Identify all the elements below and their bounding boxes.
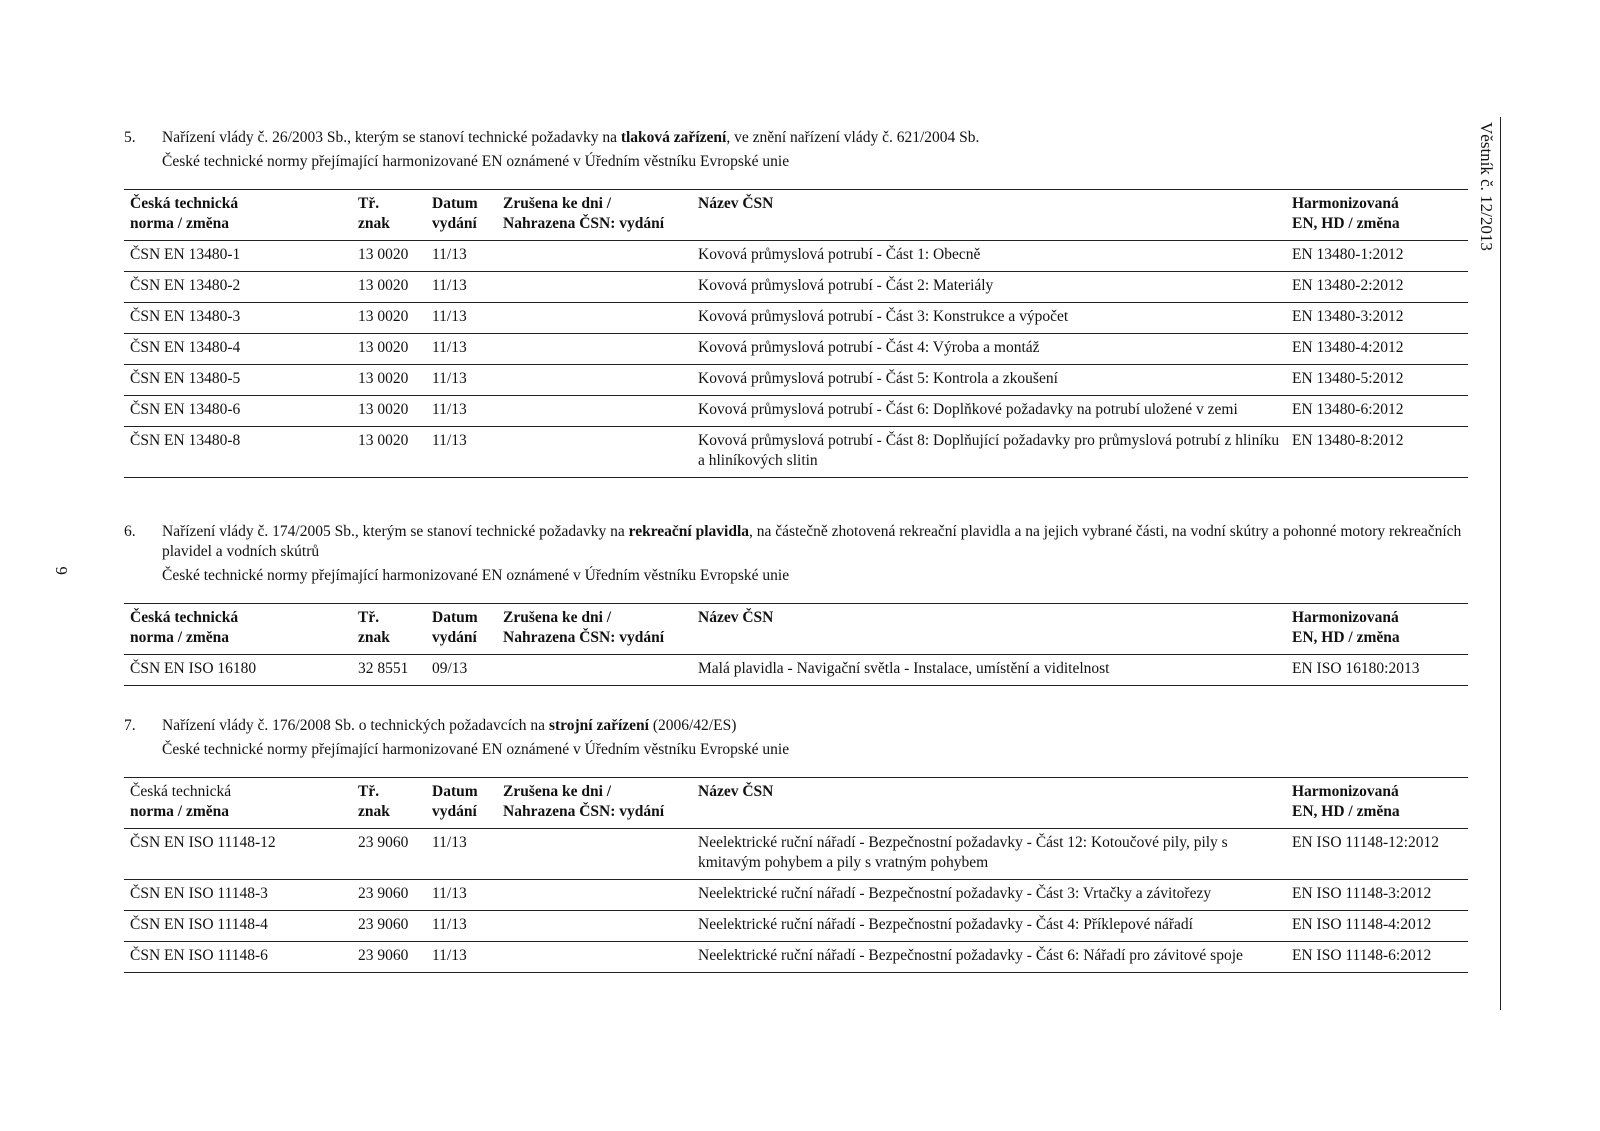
- cell-class: 13 0020: [352, 241, 426, 272]
- col-header-harmonized: Harmonizovaná EN, HD / změna: [1286, 604, 1468, 655]
- section-heading: [124, 522, 1468, 562]
- norms-table: [124, 603, 1468, 686]
- heading-text: Nařízení vlády č. 176/2008 Sb. o technických požadavcích na: [162, 717, 549, 734]
- col-header-norm: Česká technická norma / změna: [124, 604, 352, 655]
- cell-date: 11/13: [426, 880, 497, 911]
- cell-replaced: [497, 942, 692, 973]
- col-header-class: Tř. znak: [352, 778, 426, 829]
- cell-norm: ČSN EN ISO 11148-12: [124, 829, 352, 880]
- cell-date: 11/13: [426, 427, 497, 478]
- cell-title: Malá plavidla - Navigační světla - Instalace, umístění a viditelnost: [692, 655, 1286, 686]
- cell-harmonized: EN 13480-4:2012: [1286, 334, 1468, 365]
- table-row: [124, 396, 1468, 427]
- cell-harmonized: EN ISO 16180:2013: [1286, 655, 1468, 686]
- cell-date: 11/13: [426, 272, 497, 303]
- cell-replaced: [497, 911, 692, 942]
- cell-harmonized: EN 13480-1:2012: [1286, 241, 1468, 272]
- cell-title: Neelektrické ruční nářadí - Bezpečnostní požadavky - Část 6: Nářadí pro závitové spoje: [692, 942, 1286, 973]
- section-number: 7.: [124, 717, 136, 734]
- cell-date: 11/13: [426, 396, 497, 427]
- col-header-replaced: Zrušena ke dni / Nahrazena ČSN: vydání: [497, 604, 692, 655]
- cell-date: 11/13: [426, 241, 497, 272]
- cell-class: 13 0020: [352, 272, 426, 303]
- cell-norm: ČSN EN 13480-8: [124, 427, 352, 478]
- cell-replaced: [497, 655, 692, 686]
- section-5: [124, 128, 1468, 478]
- col-header-replaced: Zrušena ke dni / Nahrazena ČSN: vydání: [497, 190, 692, 241]
- col-header-harmonized: Harmonizovaná EN, HD / změna: [1286, 778, 1468, 829]
- cell-title: Kovová průmyslová potrubí - Část 4: Výroba a montáž: [692, 334, 1286, 365]
- cell-norm: ČSN EN ISO 16180: [124, 655, 352, 686]
- col-header-date: Datum vydání: [426, 604, 497, 655]
- col-header-title: Název ČSN: [692, 190, 1286, 241]
- cell-date: 11/13: [426, 334, 497, 365]
- col-header-harmonized: Harmonizovaná EN, HD / změna: [1286, 190, 1468, 241]
- col-header-norm: Česká technická norma / změna: [124, 778, 352, 829]
- cell-harmonized: EN ISO 11148-3:2012: [1286, 880, 1468, 911]
- col-header-replaced: Zrušena ke dni / Nahrazena ČSN: vydání: [497, 778, 692, 829]
- cell-class: 13 0020: [352, 427, 426, 478]
- table-row: [124, 880, 1468, 911]
- cell-date: 11/13: [426, 911, 497, 942]
- cell-replaced: [497, 334, 692, 365]
- section-subheading: České technické normy přejímající harmonizované EN oznámené v Úředním věstníku Evropské unie: [162, 567, 790, 584]
- cell-harmonized: EN 13480-2:2012: [1286, 272, 1468, 303]
- table-row: [124, 303, 1468, 334]
- cell-class: 13 0020: [352, 365, 426, 396]
- cell-class: 23 9060: [352, 942, 426, 973]
- norms-table: [124, 777, 1468, 973]
- heading-bold: rekreační plavidla: [628, 523, 750, 540]
- cell-norm: ČSN EN 13480-5: [124, 365, 352, 396]
- page-number: 6: [52, 566, 71, 575]
- cell-class: 13 0020: [352, 334, 426, 365]
- section-6: [124, 522, 1468, 686]
- table-row: [124, 241, 1468, 272]
- cell-norm: ČSN EN 13480-4: [124, 334, 352, 365]
- norms-table: [124, 189, 1468, 478]
- cell-title: Kovová průmyslová potrubí - Část 1: Obecně: [692, 241, 1286, 272]
- section-subheading: České technické normy přejímající harmonizované EN oznámené v Úředním věstníku Evropské unie: [162, 153, 790, 170]
- cell-norm: ČSN EN 13480-6: [124, 396, 352, 427]
- section-heading: [124, 128, 1468, 148]
- cell-date: 09/13: [426, 655, 497, 686]
- cell-replaced: [497, 241, 692, 272]
- cell-harmonized: EN 13480-3:2012: [1286, 303, 1468, 334]
- table-header: [124, 190, 1468, 241]
- table-row: [124, 911, 1468, 942]
- cell-harmonized: EN 13480-5:2012: [1286, 365, 1468, 396]
- cell-norm: ČSN EN ISO 11148-4: [124, 911, 352, 942]
- cell-replaced: [497, 880, 692, 911]
- heading-text-end: (2006/42/ES): [648, 717, 737, 734]
- cell-replaced: [497, 427, 692, 478]
- heading-bold: tlaková zařízení: [620, 129, 727, 146]
- col-header-date: Datum vydání: [426, 778, 497, 829]
- col-header-class: Tř. znak: [352, 604, 426, 655]
- cell-title: Kovová průmyslová potrubí - Část 6: Doplňkové požadavky na potrubí uložené v zemi: [692, 396, 1286, 427]
- cell-date: 11/13: [426, 303, 497, 334]
- cell-norm: ČSN EN 13480-1: [124, 241, 352, 272]
- cell-date: 11/13: [426, 942, 497, 973]
- cell-harmonized: EN 13480-6:2012: [1286, 396, 1468, 427]
- col-header-date: Datum vydání: [426, 190, 497, 241]
- cell-harmonized: EN ISO 11148-12:2012: [1286, 829, 1468, 880]
- cell-replaced: [497, 829, 692, 880]
- table-row: [124, 272, 1468, 303]
- col-header-title: Název ČSN: [692, 778, 1286, 829]
- table-header: [124, 778, 1468, 829]
- cell-class: 23 9060: [352, 829, 426, 880]
- col-header-norm: Česká technická norma / změna: [124, 190, 352, 241]
- section-7: [124, 716, 1468, 973]
- heading-text: Nařízení vlády č. 26/2003 Sb., kterým se stanoví technické požadavky na: [162, 129, 621, 146]
- cell-date: 11/13: [426, 829, 497, 880]
- cell-norm: ČSN EN ISO 11148-3: [124, 880, 352, 911]
- section-heading: [124, 716, 1468, 736]
- cell-class: 13 0020: [352, 396, 426, 427]
- cell-title: Kovová průmyslová potrubí - Část 5: Kontrola a zkoušení: [692, 365, 1286, 396]
- cell-norm: ČSN EN 13480-3: [124, 303, 352, 334]
- cell-class: 32 8551: [352, 655, 426, 686]
- side-title: Věstník č. 12/2013: [1477, 122, 1496, 251]
- heading-bold: strojní zařízení: [548, 717, 649, 734]
- cell-replaced: [497, 365, 692, 396]
- table-header: [124, 604, 1468, 655]
- cell-title: Neelektrické ruční nářadí - Bezpečnostní požadavky - Část 12: Kotoučové pily, pily s kmitavým pohybem a pily s vratným pohybem: [692, 829, 1286, 880]
- cell-replaced: [497, 303, 692, 334]
- cell-class: 23 9060: [352, 911, 426, 942]
- section-number: 6.: [124, 523, 136, 540]
- section-subheading: České technické normy přejímající harmonizované EN oznámené v Úředním věstníku Evropské unie: [162, 741, 790, 758]
- table-row: [124, 655, 1468, 686]
- table-row: [124, 427, 1468, 478]
- cell-class: 13 0020: [352, 303, 426, 334]
- heading-text-end: , ve znění nařízení vlády č. 621/2004 Sb.: [726, 129, 980, 146]
- table-row: [124, 942, 1468, 973]
- cell-title: Neelektrické ruční nářadí - Bezpečnostní požadavky - Část 4: Příklepové nářadí: [692, 911, 1286, 942]
- cell-replaced: [497, 272, 692, 303]
- table-row: [124, 365, 1468, 396]
- cell-harmonized: EN 13480-8:2012: [1286, 427, 1468, 478]
- col-header-title: Název ČSN: [692, 604, 1286, 655]
- cell-harmonized: EN ISO 11148-4:2012: [1286, 911, 1468, 942]
- table-row: [124, 334, 1468, 365]
- cell-title: Kovová průmyslová potrubí - Část 3: Konstrukce a výpočet: [692, 303, 1286, 334]
- col-header-class: Tř. znak: [352, 190, 426, 241]
- cell-class: 23 9060: [352, 880, 426, 911]
- cell-date: 11/13: [426, 365, 497, 396]
- side-rule: [1500, 117, 1501, 1010]
- cell-title: Kovová průmyslová potrubí - Část 8: Doplňující požadavky pro průmyslová potrubí z hliníku a hliníkových slitin: [692, 427, 1286, 478]
- heading-text: Nařízení vlády č. 174/2005 Sb., kterým se stanoví technické požadavky na: [162, 523, 629, 540]
- heading-text-end: , na částečně zhotovená rekreační plavidla a na jejich vybrané části, na vodní skútry a pohonné motory rekreačních plavidel a vodních skútrů: [162, 523, 1462, 560]
- cell-replaced: [497, 396, 692, 427]
- cell-title: Kovová průmyslová potrubí - Část 2: Materiály: [692, 272, 1286, 303]
- table-row: [124, 829, 1468, 880]
- cell-title: Neelektrické ruční nářadí - Bezpečnostní požadavky - Část 3: Vrtačky a závitořezy: [692, 880, 1286, 911]
- cell-harmonized: EN ISO 11148-6:2012: [1286, 942, 1468, 973]
- cell-norm: ČSN EN ISO 11148-6: [124, 942, 352, 973]
- cell-norm: ČSN EN 13480-2: [124, 272, 352, 303]
- section-number: 5.: [124, 129, 136, 146]
